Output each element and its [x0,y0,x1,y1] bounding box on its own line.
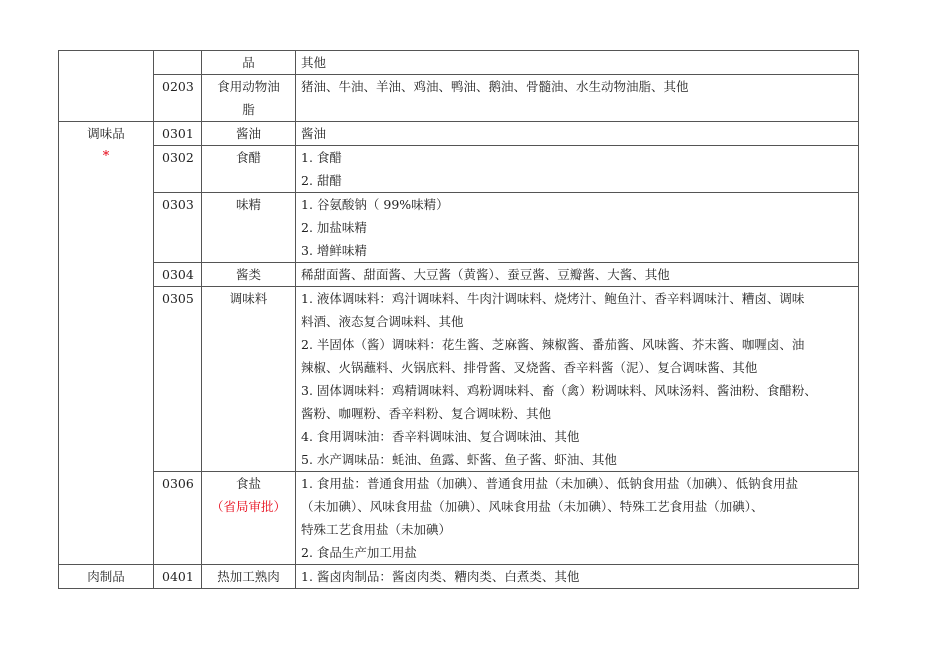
name-cell: 酱类 [202,263,296,287]
table-row [59,565,859,589]
code-cell: 0304 [154,263,202,287]
description-cell: 其他 [296,51,859,75]
category-group-cell [59,122,154,565]
name-cell: 食盐 （省局审批） [202,472,296,565]
code-cell: 0305 [154,287,202,472]
table-row [59,75,859,122]
description-cell: 1. 谷氨酸钠（ 99%味精） 2. 加盐味精 3. 增鲜味精 [296,193,859,263]
name-cell: 调味料 [202,287,296,472]
table-row [59,263,859,287]
code-cell: 0302 [154,146,202,193]
required-star-mark: * [102,149,110,164]
code-cell [154,51,202,75]
code-cell: 0306 [154,472,202,565]
description-cell: 1. 食醋 2. 甜醋 [296,146,859,193]
group-label: 肉制品 [87,569,125,584]
food-category-table [58,50,859,589]
table-row [59,472,859,565]
description-cell: 1. 酱卤肉制品：酱卤肉类、糟肉类、白煮类、其他 [296,565,859,589]
name-cell: 食用动物油 脂 [202,75,296,122]
table-row [59,193,859,263]
table-row [59,287,859,472]
description-cell: 1. 液体调味料：鸡汁调味料、牛肉汁调味料、烧烤汁、鲍鱼汁、香辛料调味汁、糟卤、调味 料酒、液态复合调味料、其他 2. 半固体（酱）调味料：花生酱、芝麻酱、辣椒酱、番茄酱、风味酱、芥末酱、咖喱卤、油 辣椒、火锅蘸料、火锅底料、排骨酱、叉烧酱、香辛料酱（泥）、复合调味酱、其他 3. 固体调味料：鸡精调味料、鸡粉调味料、畜（禽）粉调味料、风味汤料、酱油粉、食醋粉、 酱粉、咖喱粉、香辛料粉、复合调味粉、其他 4. 食用调味油：香辛料调味油、复合调味油、其他 5. 水产调味品：蚝油、鱼露、虾酱、鱼子酱、虾油、其他 [296,287,859,472]
approval-note: （省局审批） [210,499,286,514]
code-cell: 0303 [154,193,202,263]
description-cell: 猪油、牛油、羊油、鸡油、鸭油、鹅油、骨髓油、水生动物油脂、其他 [296,75,859,122]
code-cell: 0301 [154,122,202,146]
group-label: 调味品 [87,126,125,141]
code-cell: 0203 [154,75,202,122]
table-row [59,122,859,146]
table-row [59,51,859,75]
name-cell: 味精 [202,193,296,263]
name-cell: 食醋 [202,146,296,193]
code-cell: 0401 [154,565,202,589]
category-group-cell [59,51,154,122]
description-cell: 酱油 [296,122,859,146]
description-cell: 1. 食用盐：普通食用盐（加碘）、普通食用盐（未加碘）、低钠食用盐（加碘）、低钠食用盐 （未加碘）、风味食用盐（加碘）、风味食用盐（未加碘）、特殊工艺食用盐（加碘）、 特殊工艺食用盐（未加碘） 2. 食品生产加工用盐 [296,472,859,565]
table-row [59,146,859,193]
description-cell: 稀甜面酱、甜面酱、大豆酱（黄酱）、蚕豆酱、豆瓣酱、大酱、其他 [296,263,859,287]
name-cell: 品 [202,51,296,75]
name-cell: 热加工熟肉 [202,565,296,589]
category-group-cell [59,565,154,589]
name-cell: 酱油 [202,122,296,146]
